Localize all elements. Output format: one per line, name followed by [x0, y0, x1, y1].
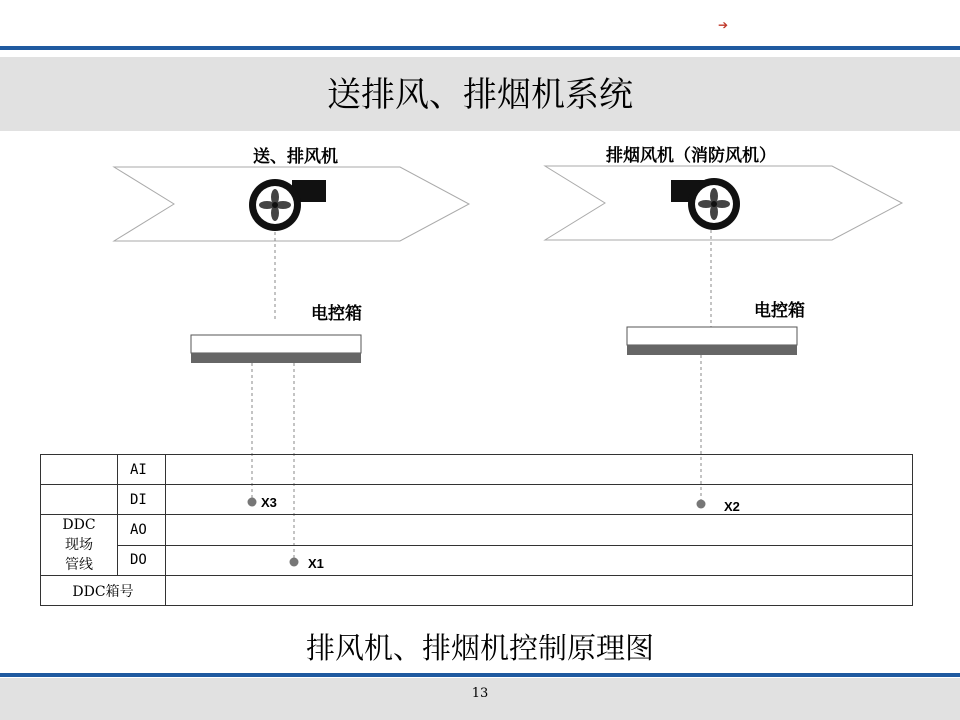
table-row [41, 455, 913, 485]
signal-line-di [166, 485, 913, 515]
right-control-box [627, 327, 797, 355]
right-control-box-label: 电控箱 [754, 301, 805, 321]
table-row [41, 515, 913, 546]
signal-line-ao [166, 515, 913, 546]
ddc-box-number-label: DDC箱号 [41, 576, 166, 606]
signal-label-do: DO [118, 545, 166, 576]
table-row [41, 576, 913, 606]
footer-blue-rule [0, 673, 960, 677]
signal-label-ai: AI [118, 455, 166, 485]
left-control-box [191, 335, 361, 363]
signal-line-ai [166, 455, 913, 485]
table-cell [41, 485, 118, 515]
ddc-field-wiring-group-label: DDC 现场 管线 [41, 515, 118, 576]
next-slide-arrow-icon[interactable]: ➔ [718, 18, 729, 32]
signal-line-do [166, 545, 913, 576]
signal-label-di: DI [118, 485, 166, 515]
smoke-exhaust-fan-label: 排烟风机（消防风机） [606, 146, 776, 166]
diagram-caption: 排风机、排烟机控制原理图 [305, 631, 654, 665]
point-x3-label: X3 [261, 495, 277, 510]
table-cell [41, 455, 118, 485]
supply-exhaust-fan-label: 送、排风机 [253, 147, 338, 167]
table-row [41, 485, 913, 515]
ddc-field-wiring-table [40, 454, 913, 606]
slide-title: 送排风、排烟机系统 [327, 75, 633, 115]
table-row [41, 545, 913, 576]
page-number: 13 [471, 686, 489, 701]
signal-label-ao: AO [118, 515, 166, 546]
left-control-box-label: 电控箱 [311, 304, 362, 324]
ddc-box-number-value [166, 576, 913, 606]
point-x2-label: X2 [724, 499, 740, 514]
point-x1-label: X1 [308, 556, 324, 571]
